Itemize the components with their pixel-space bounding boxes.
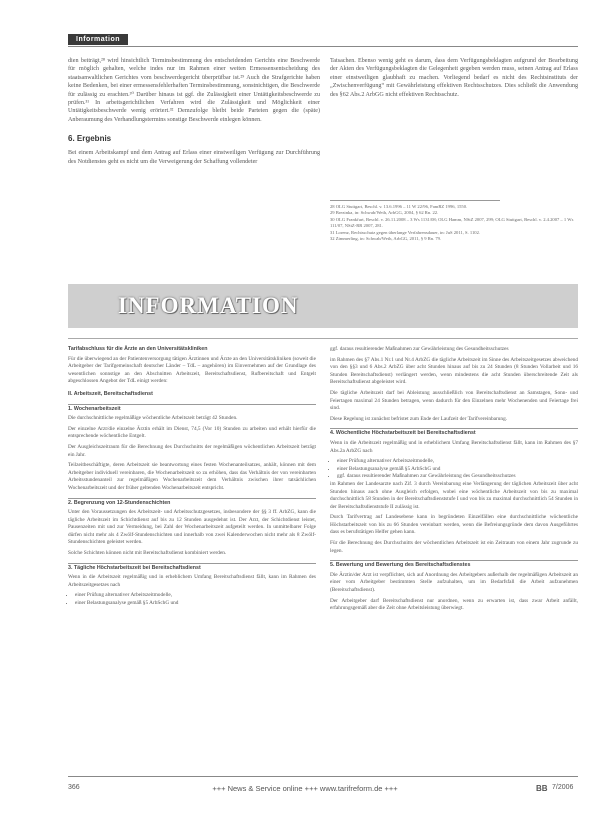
info-left-column <box>68 346 316 608</box>
info-paragraph: Der Arbeitgeber darf Bereitschaftsdienst nur anordnen, wenn zu erwarten ist, dass zwar Arbeit anfällt, erfahrungsgemäß aber die Zeit ohne Arbeitsleistung überwiegt. <box>330 597 578 612</box>
info-paragraph: Wenn in die Arbeitszeit regelmäßig und in erheblichem Umfang Bereitschaftsdienst fällt, kann im Rahmen des Arbeitszeitgesetzes nach <box>68 574 316 588</box>
top-right-column <box>330 57 578 99</box>
footer-rule <box>68 776 578 777</box>
result-paragraph: Bei einem Arbeitskampf und dem Antrag auf Erlass einer einstweiligen Verfügung zur Durchführung des Notdienstes geht es nicht um die Verweigerung der Schaffung vollendeter <box>68 150 320 165</box>
info-intro: Für die überwiegend an der Patientenversorgung tätigen Ärztinnen und Ärzte an den Universitätskliniken (soweit die Arbeitgeber der Tarifgemeinschaft deutscher Länder – TdL – angehören) im Einvernehmen auf der Grundlage des wesentlichen sonnstige an den Abschnitten Arbeitszeit, Bereitschaftsdienst, Rufbereitschaft und Entgelt abgeschlossen Angebot der TdL einigt werden: <box>68 355 316 385</box>
info-paragraph: im Rahmen der Landesarzte nach Zif. 3 durch Vereinbarung eine Verlängerung der täglichen Arbeitszeit über acht Stunden hinaus auch ohne Ausgleich erfolgen, wobei eine wöchentliche Arbeitszeit von bis zu maximal durchschnittlich 58 Stunden in der Bereitschaftsdienststufe I und von bis zu maximal durchschnittlich 54 Stunden in der Bereitschaftsdienststufe II zulässig ist. <box>330 480 578 510</box>
info-paragraph: Für die Berechnung des Durchschnitts der wöchentlichen Arbeitszeit ist ein Zeitraum von einem Jahr zugrunde zu legen. <box>330 540 578 554</box>
info-paragraph: Der einzelne Arzt/die einzelne Ärztin erhält im Dienst, 74,5 (Vor 10) Stunden zu arbeiten und erhält hierfür die entsprechende wöchentliche Entgelt. <box>68 425 316 440</box>
footnote-item: 30 OLG Frankfurt, Beschl. v. 26.11.2008 – 3 Ws 1131/08; OLG Hamm, NStZ 2007, 299; OLG Stuttgart, Beschl. v. 2.4.2007 – 1 Ws 111/07, NStZ-RR 2007, 281. <box>330 216 574 229</box>
section-heading-ergebnis: 6. Ergebnis <box>68 134 112 144</box>
top-left-body: dien beiträgt,²⁸ wird hinsichtlich Terminsbestimmung des entscheidenden Gerichts eine Beschwerde für möglich gehalten, welche indes nur im Rahmen einer weiten Ermessensentscheidung des staatsanwaltlichen Gerichtes vom beschwerdegericht überprüfbar ist.²⁹ Auch die Strafgerichte haben keine Bedenken, bei einer ermessensfehlerhaften Terminsbestimmung, sonstnichtigen, die Beschwerde für zulässig zu erachten.³⁰ Darüber hinaus ist ggf. die Zulässigkeit einer Untätigkeitsbeschwerde zu prüfen.³¹ In arbeitsgerichtlichen Verfahren wird die Zulässigkeit und Möglichkeit einer Untätigkeitsbeschwerde wenig erörtert.³² Demzufolge bleibt beide Parteien gegen die (späte) Anberaumung des Verhandlungstermins sonstige Beschwerde einlegen können. <box>68 58 320 123</box>
footnote-item: 31 Lorenz, Rechtsschutz gegen überlange Verfahrensdauer, in: JuS 2011, S. 1102. <box>330 229 481 235</box>
info-paragraph: im Rahmen des §7 Abs.1 Nr.1 und Nr.4 ArbZG die tägliche Arbeitszeit im Sinne des Arbeitszeitgesetzes abweichend von den §§3 und 6 Abs.2 ArbZG über acht Stunden hinaus auf bis zu 24 Stunden (8 Stunden Vollarbeit und 16 Stunden Bereitschaftsdienst) verlängert werden, wenn mindestens die acht Stunden überschreitende Zeit als Bereitschaftsdienst abgeleistet wird. <box>330 356 578 386</box>
footnotes <box>330 200 578 242</box>
info-paragraph: ggf. daraus resultierender Maßnahmen zur Gewährleistung des Gesundheitsschutzes <box>330 346 509 352</box>
page-number: 366 <box>68 784 80 791</box>
list-item: • ggf. daraus resultierender Maßnahmen zur Gewährleistung des Gesundheitsschutzes <box>337 473 578 481</box>
subheading-bereitschaftsdienst: 5. Bewertung und Bewertung des Bereitschaftsdienstes <box>330 560 578 570</box>
journal-mark: BB <box>536 784 548 793</box>
footnote-item: 28 OLG Stuttgart, Beschl. v. 13.6.1996 – 11 W 22/96, FamRZ 1996, 1550. <box>330 204 468 209</box>
issue-number: 7/2006 <box>552 784 574 791</box>
subheading-arbeitszeit: II. Arbeitszeit, Bereitschaftsdienst <box>68 390 153 397</box>
bullet-list <box>330 458 578 481</box>
info-paragraph: Die tägliche Arbeitszeit darf bei Ableistung ausschließlich von Bereitschaftsdienst an Samstagen, Sonn- und Feiertagen maximal 24 Stunden betragen, wenn dadurch für den Einzelnen mehr Wochenenden und Feiertage frei sind. <box>330 389 578 412</box>
footer-center-text: +++ News & Service online +++ www.tarifreform.de +++ <box>212 784 398 793</box>
info-paragraph: Durch Tarifvertrag auf Landesebene kann in begründeten Einzelfällen eine durchschnittliche wöchentliche Höchstarbeitszeit von bis zu 66 Stunden vereinbart werden, wenn die Befreiungsgründe dem davon Ausgeführtes dass es berufstätigen Helfer gehen kann. <box>330 514 578 536</box>
info-paragraph: Wenn in die Arbeitszeit regelmäßig und in erheblichem Umfang Bereitschaftsdienst fällt, kann im Rahmen des §7 Abs.2a ArbZG nach <box>330 439 578 454</box>
subheading-woechentliche: 4. Wöchentliche Höchstarbeitszeit bei Bereitschaftsdienst <box>330 428 578 438</box>
section-label-badge: Information <box>68 34 128 45</box>
info-paragraph: Solche Schichten können nicht mit Bereitschaftsdienst kombiniert werden. <box>68 550 227 557</box>
subheading-hoechstarbeitszeit: 3. Tägliche Höchstarbeitszeit bei Bereitschaftsdienst <box>68 563 316 573</box>
info-right-column <box>330 346 578 616</box>
list-item: • einer Belastungsanalyse gemäß §5 ArbSchG und <box>337 466 578 474</box>
information-rule <box>68 338 578 339</box>
info-paragraph: Unter den Voraussetzungen des Arbeitszeit- und Arbeitsschutzgesetzes, insbesondere der §§ 3 ff. ArbZG, kann die tägliche Arbeitszeit im Schichtdienst auf bis zu 12 Stunden ausgedehnt ist. Der Arzt, der Schichtdienst leistet, Pausenzeiten mit und zur Vermeidung, bei Zahl der Wochenarbeitszeit aufgeteilt werden. In unmittelbarer Folge dürfen nicht mehr als 4 Zwölf-Stundenschichten und innerhalb von zwei Kalenderwochen nicht mehr als 8 Zwölf-Stundenschichten geleistet werden. <box>68 509 316 546</box>
footnote-item: 29 Brezinka, in: Schwab/Weth, ArbGG, 2004, § 62 Rn. 22. <box>330 210 439 216</box>
list-item: • einer Prüfung alternativer Arbeitszeitmodelle, <box>75 592 316 600</box>
footnote-item: 32 Zimmerling, in: Schwab/Weth, ArbGG, 2011, § 9 Rn. 79. <box>330 236 442 242</box>
footnote-rule <box>330 200 500 201</box>
info-paragraph: Der Ausgleichszeitraum für die Berechnung des Durchschnitts der regelmäßigen wöchentlichen Arbeitszeit beträgt ein Jahr. <box>68 443 316 458</box>
subheading-wochenarbeitszeit: 1. Wochenarbeitszeit <box>68 404 316 414</box>
bullet-list <box>68 592 316 607</box>
info-paragraph: Teilzeitbeschäftigte, deren Arbeitszeit sie beantwortung eines festen Wochenanteilsatzes, anhält, können mit dem Arbeitgeber individuell vereinbaren, die Wochenarbeitszeit so zu erhöhen, dass das Verhältnis der von vereinbarten Arbeitsstundenanteil zur regelmäßigen Wochenarbeitszeit dem Verhältnis zwischen ihrer tatsächlichen Wochenarbeitszeit und der früher geltenden Wochenarbeitszeit entspricht. <box>68 462 316 491</box>
info-paragraph: Die durchschnittliche regelmäßige wöchentliche Arbeitszeit beträgt 42 Stunden. <box>68 415 238 422</box>
subheading-12-stunden: 2. Begrenzung von 12-Stundenschichten <box>68 498 316 508</box>
list-item: • einer Belastungsanalyse gemäß §5 ArbSchG und <box>75 600 316 608</box>
info-paragraph: Die Ärztin/der Arzt ist verpflichtet, sich auf Anordnung des Arbeitgebers außerhalb der regelmäßigen Arbeitszeit an einer vom Arbeitgeber bestimmten Stelle aufzuhalten, um im Bedarfsfall die Arbeit aufzunehmen (Bereitschaftsdienst). <box>330 571 578 594</box>
info-paragraph: Diese Regelung ist zunächst befristet zum Ende der Laufzeit der Tarifvereinbarung. <box>330 415 508 422</box>
info-left-title: Tarifabschluss für die Ärzte an den Universitätskliniken <box>68 346 208 352</box>
header-rule <box>68 46 578 47</box>
top-right-body: Tatsachen. Ebenso wenig geht es darum, dass dem Verfügungsbeklagten aufgrund der Bearbeitung der Akten des Verfügungsbeklagten die Gelegenheit gegeben werden muss, seinen Antrag auf Erlass einer einstweiligen glaubhaft zu machen. Vorliegend bedarf es nicht des Rechtsinstituts der „Zwischenverfügung“ mit Gewährleistung effektiven Rechtsschutzes. Dies schließt die Anwendung des §62 Abs.2 ArbGG nicht effektiven Rechtsschutz. <box>330 58 578 98</box>
top-left-column <box>68 57 320 166</box>
list-item: • einer Prüfung alternativer Arbeitszeitmodelle, <box>337 458 578 466</box>
information-title: INFORMATION <box>118 293 299 318</box>
